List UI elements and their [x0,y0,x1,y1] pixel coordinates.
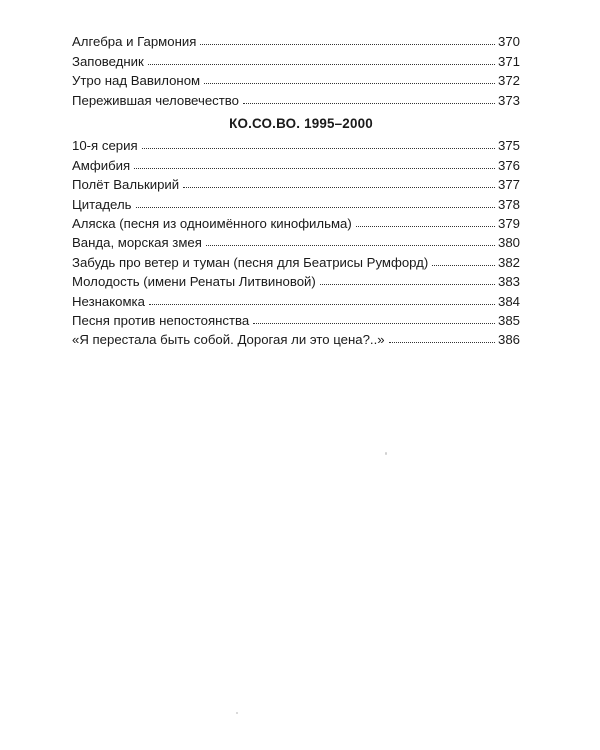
toc-entry-title: Песня против непостоянства [72,312,250,328]
toc-entry [72,289,520,308]
toc-section-koso [72,116,520,347]
toc-entry-page: 377 [497,177,520,193]
dot-leader [356,226,495,227]
dot-leader [253,323,495,324]
toc-entry [72,69,520,88]
toc-entry-page: 373 [497,92,520,108]
toc-entry-page: 376 [497,157,520,173]
toc-entry [72,30,520,49]
toc-entry-page: 386 [497,332,520,348]
toc-entry-title: Пережившая человечество [72,92,239,108]
toc-entry-title: Алгебра и Гармония [72,34,197,50]
toc-entry-title: Молодость (имени Ренаты Литвиновой) [72,274,316,290]
toc-entry [72,88,520,107]
toc-entry-title: Полёт Валькирий [72,177,180,193]
toc-entry [72,250,520,269]
toc-entry-page: 370 [497,34,520,50]
toc-entry-title: 10-я серия [72,138,138,154]
toc-entry [72,173,520,192]
toc-entry-page: 372 [497,73,520,89]
toc-entry-title: Незнакомка [72,293,145,309]
dot-leader [243,103,495,104]
section-heading: КО.СО.ВО. 1995–2000 [229,116,373,131]
toc-entry-title: Утро над Вавилоном [72,73,201,89]
toc-entry [72,309,520,328]
toc-entry [72,153,520,172]
dot-leader [149,304,495,305]
toc-list-top [72,30,520,108]
toc-entry-title: Аляска (песня из одноимённого кинофильма) [72,215,352,231]
paper-speck [385,452,387,455]
toc-entry-page: 378 [497,196,520,212]
toc-entry-title: «Я перестала быть собой. Дорогая ли это цена?..» [72,332,385,348]
toc-entry-title: Ванда, морская змея [72,235,202,251]
toc-entry-page: 375 [497,138,520,154]
dot-leader [320,284,495,285]
dot-leader [142,148,495,149]
toc-entry [72,49,520,68]
toc-entry [72,231,520,250]
toc-entry-page: 380 [497,235,520,251]
toc-entry-title: Амфибия [72,157,131,173]
toc-entry [72,134,520,153]
toc-entry-page: 371 [497,53,520,69]
dot-leader [432,265,495,266]
toc-entry-title: Забудь про ветер и туман (песня для Беатрисы Румфорд) [72,254,429,270]
dot-leader [183,187,495,188]
paper-speck [236,712,238,714]
toc-entry [72,270,520,289]
toc-entry [72,192,520,211]
toc-entry-page: 384 [497,293,520,309]
dot-leader [206,245,495,246]
dot-leader [204,83,495,84]
dot-leader [200,44,495,45]
toc-entry-page: 379 [497,215,520,231]
toc-entry-page: 382 [497,254,520,270]
toc-entry-title: Заповедник [72,53,144,69]
toc-entry-page: 383 [497,274,520,290]
toc-entry [72,212,520,231]
toc-entry-title: Цитадель [72,196,132,212]
toc-entry [72,328,520,347]
dot-leader [389,342,495,343]
dot-leader [134,168,495,169]
dot-leader [136,207,495,208]
toc-entry-page: 385 [497,312,520,328]
dot-leader [148,64,495,65]
